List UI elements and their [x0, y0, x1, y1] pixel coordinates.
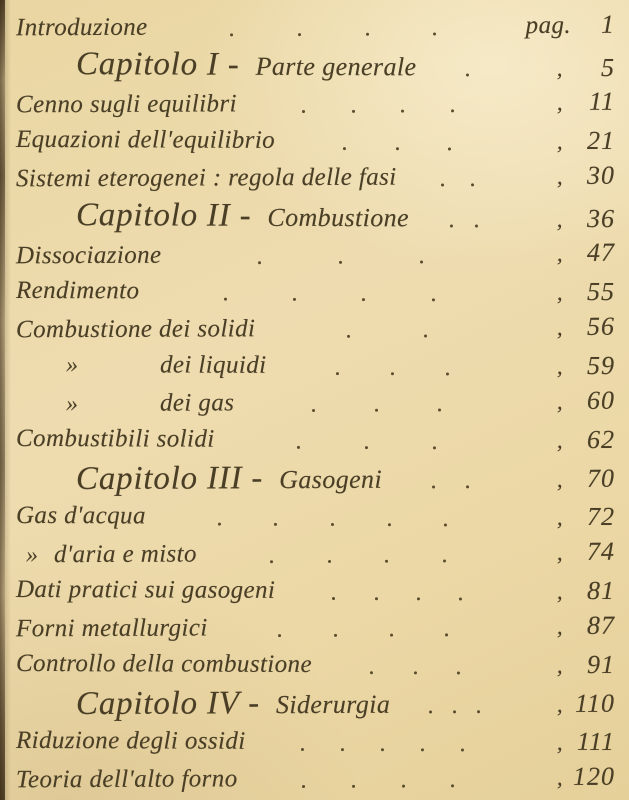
page-number: 47 [586, 237, 616, 267]
toc-row-chapter [16, 683, 617, 726]
toc-entry-label: Combustibili solidi [15, 424, 215, 453]
ditto-mark: , [556, 128, 564, 154]
leader-dot [293, 298, 296, 301]
ditto-mark: , [556, 729, 564, 755]
leader-dot [339, 261, 342, 264]
leader-dot [451, 784, 454, 787]
ditto-mark: , [556, 764, 564, 790]
page-number: 62 [586, 424, 616, 455]
toc-entry-label: dei liquidi [159, 351, 267, 379]
leader-dots [148, 32, 519, 37]
leader-dot [424, 335, 427, 338]
chapter-subtitle: Parte generale [255, 51, 417, 82]
page-number: 5 [600, 52, 616, 83]
leader-dot [402, 785, 405, 788]
leader-dots [397, 183, 519, 187]
leader-dot [451, 109, 454, 112]
leader-dot [477, 710, 480, 713]
page-column [519, 124, 617, 159]
leader-dot [433, 446, 436, 449]
leader-dot [432, 298, 435, 301]
leader-dot [401, 110, 404, 113]
leader-dot [331, 523, 334, 526]
toc-entry-label: d'aria e misto [53, 540, 197, 569]
page-number: 59 [586, 350, 616, 381]
leader-dot [391, 372, 394, 375]
leader-dot [347, 335, 350, 338]
page-column [519, 159, 617, 194]
leader-dots [139, 297, 519, 301]
toc-row [16, 8, 617, 48]
ditto-repeat-mark: » [65, 352, 79, 379]
chapter-title: Capitolo II - [75, 197, 252, 234]
leader-dot [396, 147, 399, 150]
toc-entry-label: Forni metallurgici [15, 614, 208, 643]
page-column [519, 460, 617, 499]
page-number: 36 [586, 203, 616, 234]
leader-dot [332, 597, 335, 600]
leader-dot [230, 33, 233, 36]
leader-dots [409, 224, 519, 227]
toc-entry-label: Riduzione degli ossidi [15, 726, 246, 755]
leader-dots [312, 671, 519, 675]
chapter-title: Capitolo I - [75, 46, 240, 83]
page-number: 87 [586, 610, 616, 640]
leader-dot [433, 32, 436, 35]
page-column [519, 236, 617, 271]
leader-dot [432, 485, 435, 488]
toc-row [16, 646, 617, 685]
leader-dot [343, 147, 346, 150]
ditto-mark: , [556, 89, 564, 115]
leader-dot [224, 298, 227, 301]
leader-dots [382, 485, 519, 489]
ditto-repeat-mark: » [25, 542, 39, 569]
chapter-subtitle: Gasogeni [279, 464, 383, 495]
toc-row [16, 85, 617, 125]
page-number: 72 [586, 501, 616, 532]
leader-dot [390, 634, 393, 637]
leader-dot [297, 446, 300, 449]
ditto-mark: , [556, 652, 564, 678]
leader-dot [388, 523, 391, 526]
page-number: 81 [586, 575, 616, 606]
leader-dot [429, 710, 432, 713]
toc-row [16, 159, 617, 199]
chapter-subtitle: Siderurgia [275, 689, 391, 720]
leader-dot [459, 597, 462, 600]
leader-dots [234, 408, 519, 412]
leader-dot [302, 785, 305, 788]
leader-dots [255, 334, 519, 338]
leader-dot [417, 597, 420, 600]
page-column [519, 349, 617, 384]
toc-row-chapter [16, 458, 617, 501]
leader-dot [218, 523, 221, 526]
leader-dot [466, 485, 469, 488]
leader-dot [441, 183, 444, 186]
ditto-mark: , [556, 613, 564, 639]
leader-dot [278, 634, 281, 637]
leader-dot [365, 446, 368, 449]
leader-dots [215, 446, 519, 450]
ditto-mark: , [556, 163, 564, 189]
page-number: 1 [600, 9, 616, 39]
leader-dot [448, 147, 451, 150]
ditto-mark: , [556, 279, 564, 305]
ditto-mark: , [556, 578, 564, 604]
leader-dots [238, 784, 519, 788]
toc-row-chapter [16, 196, 617, 238]
toc-entry-label: Gas d'acqua [15, 501, 146, 530]
toc-row [16, 760, 617, 800]
chapter-title: Capitolo IV - [75, 685, 261, 723]
page-number: 111 [576, 726, 616, 757]
leader-dot [453, 710, 456, 713]
leader-dot [385, 560, 388, 563]
leader-dot [352, 785, 355, 788]
page-number: 21 [586, 125, 616, 156]
leader-dots [237, 109, 519, 113]
page-column [519, 275, 617, 310]
page-number: 74 [586, 536, 616, 566]
toc-row [16, 609, 617, 649]
page-number: 110 [574, 688, 616, 718]
page-number: 70 [586, 463, 616, 493]
ditto-mark: , [556, 314, 564, 340]
leader-dots [275, 597, 519, 601]
leader-dot [414, 671, 417, 674]
ditto-mark: , [556, 427, 564, 453]
leader-dot [381, 748, 384, 751]
page-number: 60 [586, 385, 616, 415]
leader-dot [328, 560, 331, 563]
toc-row [16, 273, 617, 312]
leader-dot [457, 671, 460, 674]
leader-dot [258, 261, 261, 264]
leader-dot [375, 597, 378, 600]
leader-dots [162, 260, 520, 265]
page-number: 55 [586, 276, 616, 307]
leader-dot [446, 372, 449, 375]
page-number: 91 [586, 649, 616, 680]
ditto-mark: , [556, 206, 564, 232]
leader-dots [390, 710, 519, 714]
chapter-subtitle: Combustione [267, 202, 410, 233]
ditto-mark: , [556, 353, 564, 379]
page-column [519, 609, 617, 644]
toc-entry-label: Combustione dei solidi [15, 315, 256, 344]
toc-row [16, 122, 617, 161]
leader-dot [270, 560, 273, 563]
ditto-mark: , [556, 466, 564, 492]
toc-row-chapter [16, 45, 617, 87]
toc-entry-label: Sistemi eterogenei : regola delle fasi [15, 163, 397, 193]
ditto-mark: , [556, 504, 564, 530]
page-column [519, 8, 617, 43]
leader-dots [266, 372, 519, 376]
page-column [519, 200, 617, 239]
toc-entry-label: Rendimento [15, 276, 140, 305]
page-column [519, 85, 617, 120]
toc-row [16, 421, 617, 460]
toc-row [16, 723, 617, 762]
leader-dot [334, 634, 337, 637]
leader-dot [336, 372, 339, 375]
toc-row-ditto [16, 347, 617, 386]
leader-dot [421, 748, 424, 751]
ditto-mark: , [556, 539, 564, 565]
toc-row [16, 310, 617, 350]
toc-row-ditto [16, 384, 617, 424]
toc-entry-label: Introduzione [15, 13, 148, 42]
page-prefix: pag. [525, 11, 572, 40]
leader-dot [370, 671, 373, 674]
leader-dots [275, 147, 519, 151]
ditto-mark: , [556, 240, 564, 266]
leader-dot [362, 298, 365, 301]
page-column [519, 423, 617, 458]
toc-entry-label: dei gas [159, 389, 235, 417]
page-column [519, 574, 617, 609]
leader-dots [197, 559, 519, 563]
page-column [519, 535, 617, 570]
leader-dots [246, 748, 519, 752]
toc-entry-label: Equazioni dell'equilibrio [15, 125, 276, 154]
ditto-mark: , [556, 691, 564, 717]
page-number: 30 [586, 160, 616, 190]
page-number: 11 [588, 86, 616, 116]
leader-dot [274, 523, 277, 526]
leader-dot [301, 748, 304, 751]
page-column [519, 500, 617, 535]
page-column [519, 648, 617, 683]
leader-dot [352, 110, 355, 113]
ditto-mark: , [556, 55, 564, 81]
toc-entry-label: Controllo della combustione [15, 649, 313, 678]
toc-row-ditto [16, 535, 617, 575]
ditto-repeat-mark: » [65, 391, 79, 418]
page-column [519, 49, 617, 88]
chapter-title: Capitolo III - [75, 460, 264, 498]
page-column [519, 384, 617, 419]
page-column [519, 685, 617, 724]
leader-dot [298, 33, 301, 36]
leader-dot [461, 749, 464, 752]
leader-dot [443, 559, 446, 562]
leader-dot [375, 409, 378, 412]
leader-dot [341, 748, 344, 751]
page-column [519, 310, 617, 345]
leader-dot [466, 74, 469, 77]
leader-dots [208, 633, 519, 637]
leader-dot [366, 33, 369, 36]
page-number: 56 [586, 311, 616, 341]
leader-dot [445, 633, 448, 636]
page-number: 120 [572, 761, 616, 791]
toc-entry-label: Teoria dell'alto forno [15, 765, 238, 794]
leader-dots [146, 522, 519, 526]
leader-dot [312, 409, 315, 412]
leader-dot [475, 225, 478, 228]
toc-entry-label: Cenno sugli equilibri [15, 90, 237, 119]
leader-dot [450, 224, 453, 227]
leader-dot [302, 110, 305, 113]
page-column [519, 760, 617, 795]
leader-dot [438, 408, 441, 411]
toc-row [16, 236, 617, 276]
leader-dot [444, 523, 447, 526]
toc-row [16, 572, 617, 611]
toc-entry-label: Dati pratici sui gasogeni [15, 575, 276, 604]
leader-dot [420, 261, 423, 264]
toc-entry-label: Dissociazione [15, 241, 162, 270]
page-column [519, 725, 617, 760]
leader-dot [471, 183, 474, 186]
leader-dots [416, 73, 519, 76]
toc-row [16, 498, 617, 537]
ditto-mark: , [556, 388, 564, 414]
